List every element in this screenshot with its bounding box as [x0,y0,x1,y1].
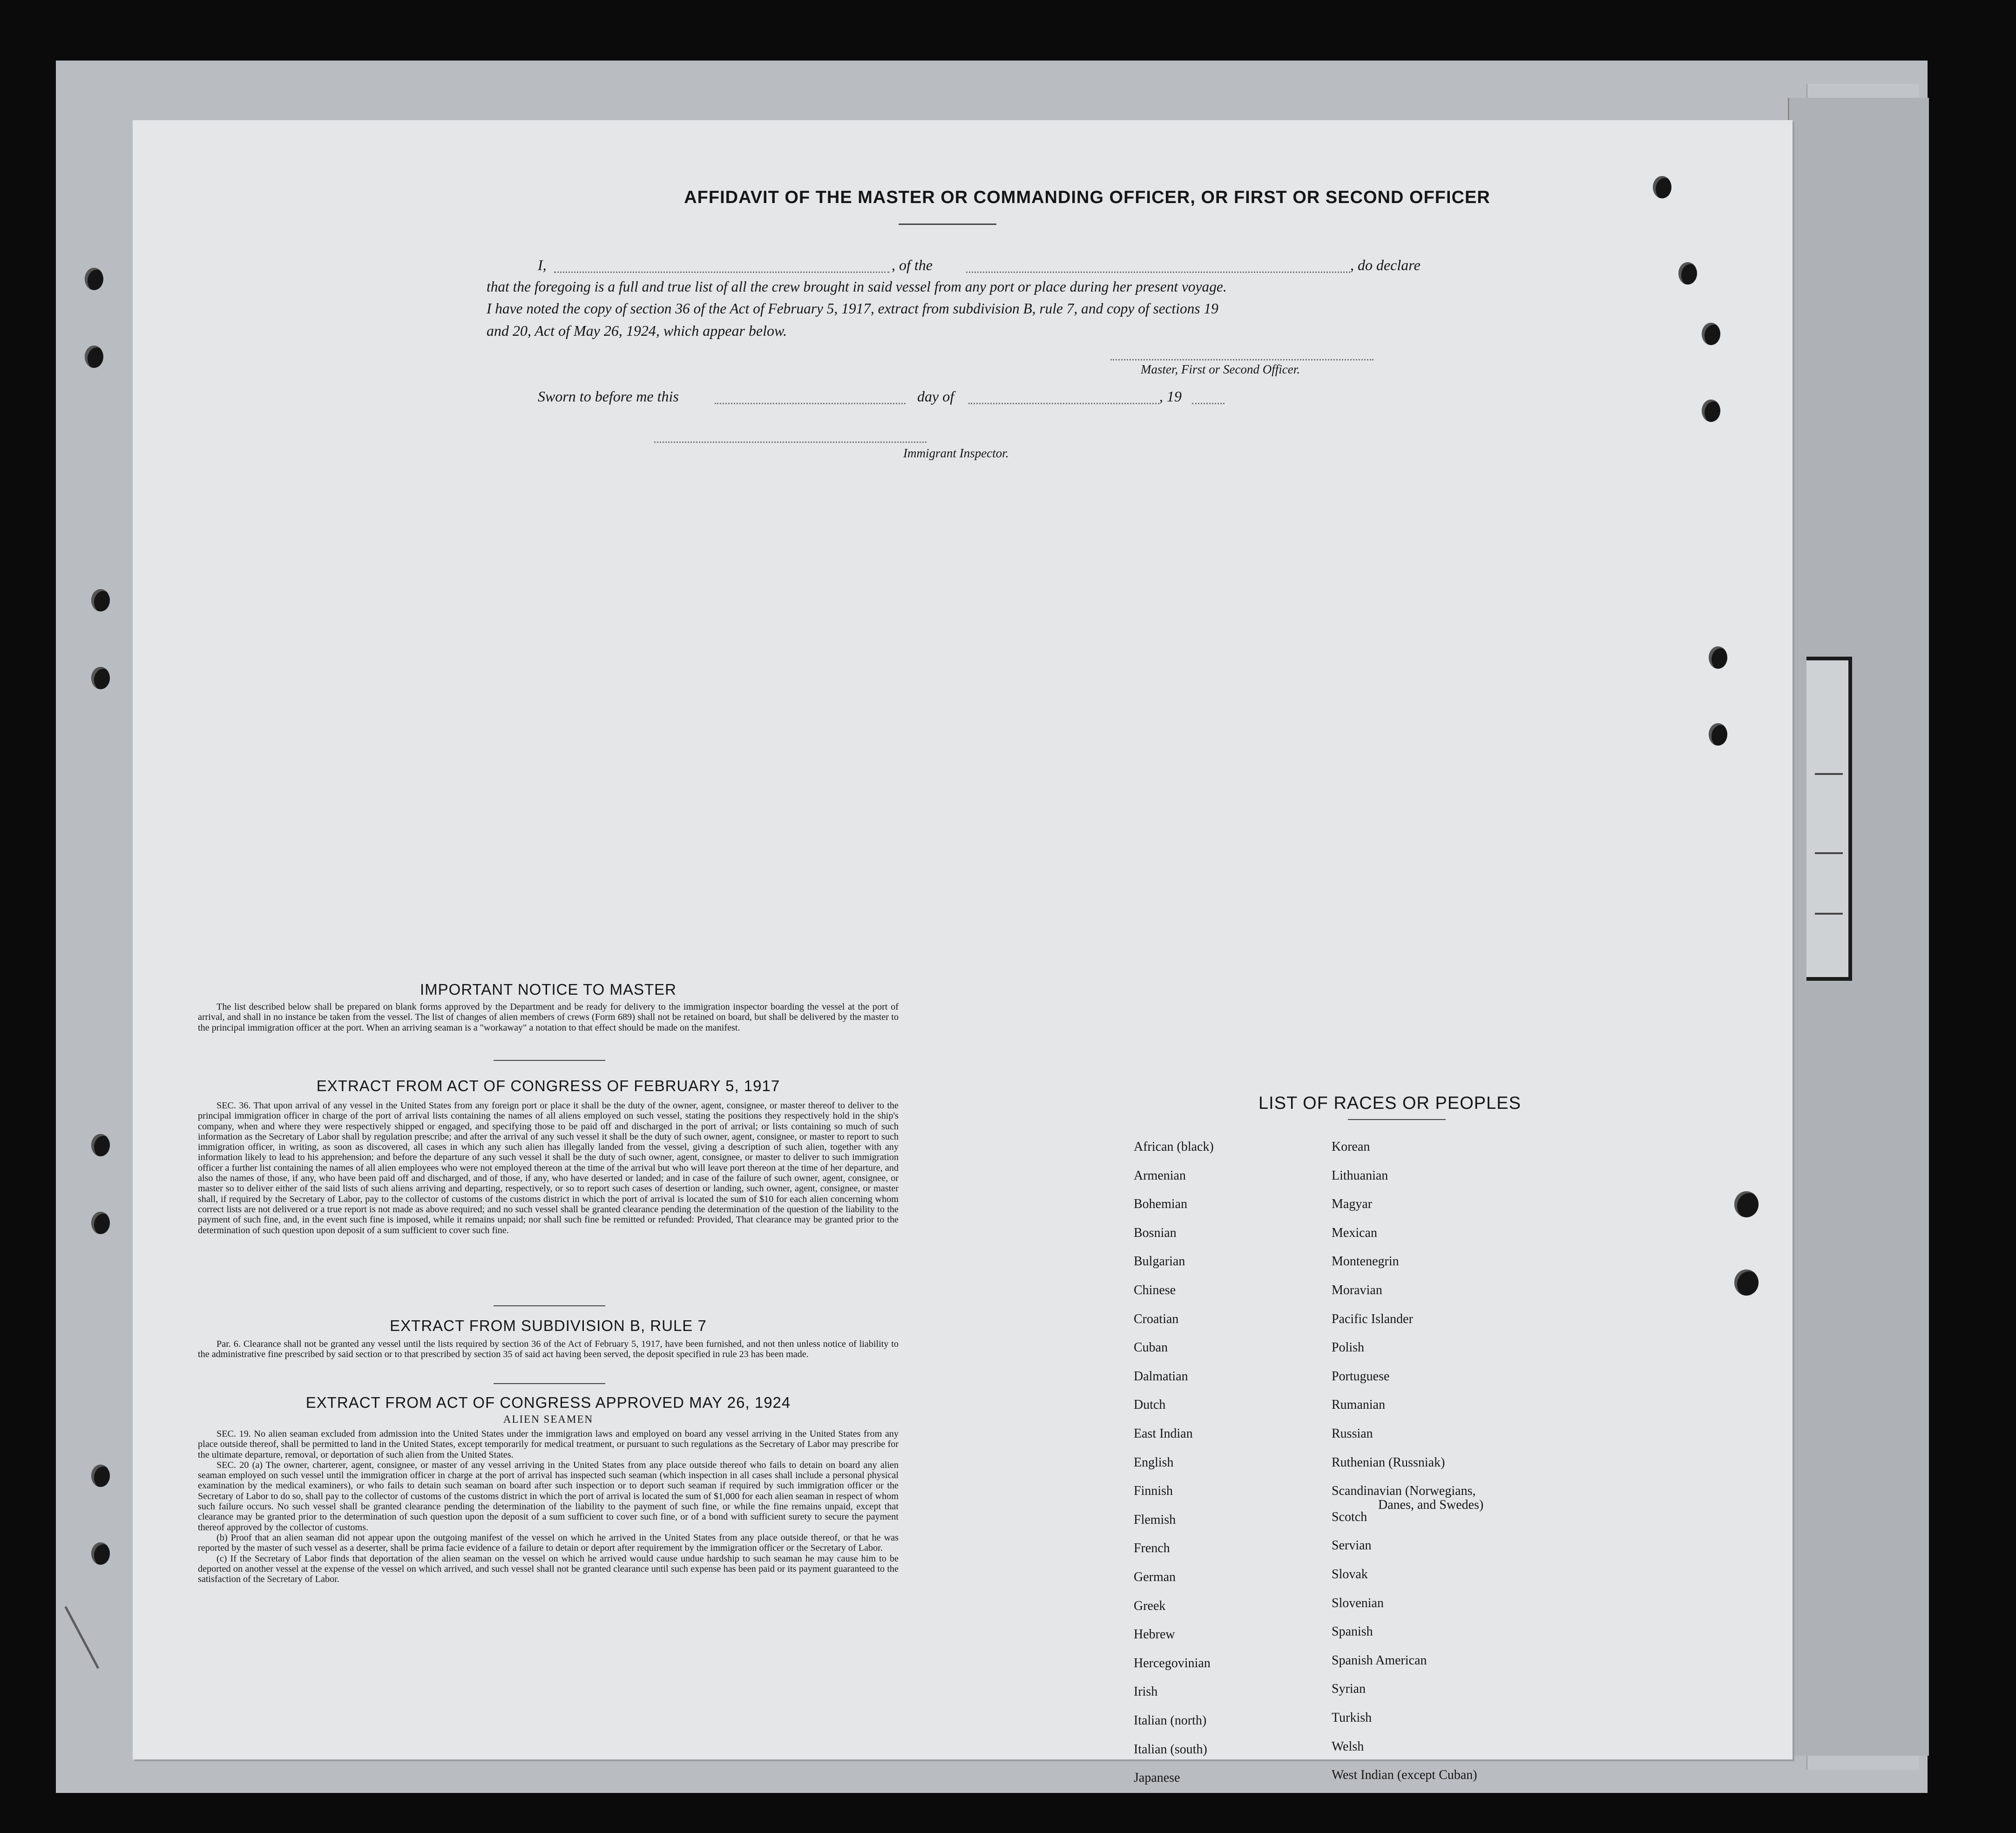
race-item: French [1134,1541,1170,1556]
vessel-line[interactable] [966,272,1350,273]
race-item: Finnish [1134,1484,1173,1499]
race-item: English [1134,1455,1174,1470]
binder-hole [85,268,103,290]
name-line[interactable] [554,272,889,273]
race-item: Slovenian [1332,1595,1384,1610]
race-item: Greek [1134,1598,1166,1613]
notice-text: The list described below shall be prepared on blank forms approved by the Department and be ready for delivery to the immigration inspector boarding the vessel at the port of arrival, and shall in no instance be taken from the vessel. The list of changes of alien members of crews (Form 689) shall not be retained on board, but shall be delivered by the master to the principal immigration officer at the port. When an arriving seaman is a "workaway" a notation to that effect should be made on the manifest. [198,1002,899,1033]
i-label: I, [538,257,547,273]
race-item: Pacific Islander [1332,1311,1413,1326]
binder-hole [85,346,103,368]
race-item: Lithuanian [1332,1168,1388,1183]
punch-hole [1709,646,1727,669]
divider [494,1060,605,1061]
notice-body [198,1002,899,1033]
race-item: Armenian [1134,1168,1186,1183]
divider [494,1383,605,1384]
binder-hole [91,1134,110,1156]
do-declare-label: , do declare [1350,257,1421,273]
binder-hole [91,1212,110,1234]
index-tab [1806,657,1852,981]
tab-line [1815,852,1843,854]
sworn-month-line[interactable] [968,403,1159,404]
binder-hole [91,1465,110,1487]
punch-hole [1709,723,1727,746]
race-item: Servian [1332,1538,1372,1553]
race-item: Ruthenian (Russniak) [1332,1455,1445,1470]
race-item: Montenegrin [1332,1254,1399,1269]
race-item: Mexican [1332,1225,1377,1240]
race-item: Bosnian [1134,1225,1177,1240]
race-item: Irish [1134,1684,1158,1699]
day-of-label: day of [917,388,954,405]
race-item: Moravian [1332,1283,1382,1297]
affidavit-page [133,120,1793,1785]
race-item: Portuguese [1332,1369,1390,1384]
extract-1917-title: EXTRACT FROM ACT OF CONGRESS OF FEBRUARY 5, 1917 [316,1077,780,1094]
extract-1917-body [198,1100,899,1236]
binder-hole [91,589,110,611]
race-item: Dutch [1134,1398,1166,1412]
notice-title: IMPORTANT NOTICE TO MASTER [419,981,677,998]
extract-1924-body [198,1429,899,1584]
sec-20c-text: (c) If the Secretary of Labor finds that deportation of the alien seaman on the vessel on which he arrived would cause undue hardship to such seaman he may cause him to be deported on another vessel at the expense of the vessel on which arrived, and such vessel shall not be granted clearance until such expense has been paid or its payment guaranteed to the satisfaction of the Secretary of Labor. [198,1553,899,1585]
race-item: Japanese [1134,1771,1180,1785]
divider [494,1305,605,1306]
race-item: Hercegovinian [1134,1656,1211,1670]
tab-line [1815,913,1843,915]
affidavit-line-3: I have noted the copy of section 36 of the Act of February 5, 1917, extract from subdivision B, rule 7, and copy of sections 19 [487,300,1218,317]
year-label: , 19 [1159,388,1182,405]
race-item: Welsh [1332,1739,1364,1754]
sec-20b-text: (b) Proof that an alien seaman did not appear upon the outgoing manifest of the vessel on which he arrived in the United States from any place outside thereof, or that he was reported by the master of such vessel as a deserter, shall be prima facie evidence of a failure to detain or deport after requirement by the immigration officer or the Secretary of Labor. [198,1532,899,1554]
par-6-text: Par. 6. Clearance shall not be granted any vessel until the lists required by section 36 of the Act of February 5, 1917, have been furnished, and not then unless notice of liability to the administrative fine prescribed by said section or to that prescribed by section 35 of said act having been served, the deposit specified in rule 23 has been made. [198,1339,899,1360]
race-item: Danes, and Swedes) [1378,1498,1484,1513]
page-title: AFFIDAVIT OF THE MASTER OR COMMANDING OFFICER, OR FIRST OR SECOND OFFICER [684,188,1490,207]
year-line[interactable] [1192,403,1224,404]
binder-hole [91,1542,110,1565]
punch-hole [1734,1270,1759,1296]
punch-hole [1678,262,1697,285]
race-item: Hebrew [1134,1627,1175,1642]
sec-36-text: SEC. 36. That upon arrival of any vessel in the United States from any foreign port or place it shall be the duty of the owner, agent, consignee, or master thereof to deliver to the principal immigration officer in charge of the port of arrival lists containing the names of all aliens employed on such vessel, stating the positions they respectively hold in the ship's company, when and where they were respectively shipped or engaged, and specifying those to be paid off and discharged in the port of arrival; or lists containing so much of such information as the Secretary of Labor shall by regulation prescribe; and after the arrival of any such vessel it shall be the duty of such owner, agent, consignee, or master to report to such immigration officer, in writing, as soon as discovered, all cases in which any such alien has illegally landed from the vessel, giving a description of such alien, together with any information likely to lead to his apprehension; and before the departure of any such vessel it shall be the duty of such owner, agent, consignee, or master to deliver to such immigration officer a further list containing the names of all alien employees who were not employed thereon at the time of the arrival but who will leave port thereon at the time of her departure, and also the names of those, if any, who have been paid off and discharged, and of those, if any, who have deserted or landed; and in case of the failure of such owner, agent, consignee, or master so to deliver either of the said lists of such aliens arriving and departing, respectively, or so to report such cases of desertion or landing, such owner, agent, consignee, or master shall, if required by the Secretary of Labor, pay to the collector of customs of the customs district in which the port of arrival is located the sum of $10 for each alien concerning whom correct lists are not delivered or a true report is not made as above required; and no such vessel shall be granted clearance pending the determination of the question of the liability to the payment of such fine, and, in the event such fine is imposed, while it remains unpaid; nor shall such fine be remitted or refunded: Provided, That clearance may be granted prior to the determination of such question upon deposit of a sum sufficient to cover such fine. [198,1100,899,1236]
title-rule [899,224,996,225]
races-rule [1348,1119,1446,1120]
race-item: East Indian [1134,1426,1193,1441]
sworn-day-line[interactable] [715,403,906,404]
race-item: Rumanian [1332,1398,1386,1412]
tab-line [1815,773,1843,775]
race-item: Russian [1332,1426,1373,1441]
race-item: German [1134,1570,1176,1584]
alien-seamen-subtitle: ALIEN SEAMEN [503,1413,594,1425]
race-item: Spanish American [1332,1653,1427,1668]
affidavit-line-2: that the foregoing is a full and true list of all the crew brought in said vessel from any port or place during her present voyage. [487,278,1227,295]
sec-19-text: SEC. 19. No alien seaman excluded from admission into the United States under the immigration laws and employed on board any vessel arriving in the United States from any place outside thereof, shall be permitted to land in the United States, except temporarily for medical treatment, or pursuant to such regulations as the Secretary of Labor may prescribe for the ultimate departure, removal, or deportation of such alien from the United States. [198,1429,899,1460]
race-item: Syrian [1332,1682,1366,1697]
binder-hole [91,667,110,689]
race-item: Cuban [1134,1340,1168,1355]
inspector-signature-line[interactable] [654,441,927,443]
race-item: Korean [1332,1140,1370,1154]
inspector-caption: Immigrant Inspector. [903,446,1009,460]
master-caption: Master, First or Second Officer. [1141,362,1300,376]
race-item: Chinese [1134,1283,1176,1297]
extract-1924-title: EXTRACT FROM ACT OF CONGRESS APPROVED MAY 26, 1924 [305,1394,791,1411]
race-item: African (black) [1134,1140,1214,1154]
race-item: Scandinavian (Norwegians, [1332,1484,1476,1499]
punch-hole [1702,400,1720,422]
rule-7-body [198,1339,899,1360]
race-item: Bohemian [1134,1197,1188,1212]
race-item: Italian (north) [1134,1713,1207,1728]
punch-hole [1734,1191,1759,1217]
races-title: LIST OF RACES OR PEOPLES [1258,1093,1521,1113]
race-item: Italian (south) [1134,1742,1207,1757]
master-signature-line[interactable] [1110,359,1373,360]
sec-20a-text: SEC. 20 (a) The owner, charterer, agent, consignee, or master of any vessel arriving in the United States from any place outside thereof who fails to detain on board any alien seaman employed on such vessel until the immigration officer in charge at the port of arrival has inspected such seaman (which inspection in all cases shall include a personal physical examination by the medical examiners), or who fails to detain such seaman on board after such inspection or to deport such seaman if required by such immigration officer or the Secretary of Labor to do so, shall pay to the collector of customs of the customs district in which the port of arrival is located the sum of $1,000 for each alien seaman in respect of whom such failure occurs. No such vessel shall be granted clearance pending the determination of the liability to the payment of such fine, or while the fine remains unpaid, except that clearance may be granted prior to the determination of such question upon the deposit of a sum sufficient to cover such fine, or of a bond with sufficient surety to secure the payment thereof approved by the collector of customs. [198,1460,899,1533]
race-item: Spanish [1332,1624,1373,1639]
rule-7-title: EXTRACT FROM SUBDIVISION B, RULE 7 [390,1317,707,1334]
punch-hole [1702,323,1720,345]
race-item: Scotch [1332,1509,1367,1524]
race-item: Magyar [1332,1197,1373,1212]
race-item: Flemish [1134,1512,1176,1527]
race-item: West Indian (except Cuban) [1332,1768,1477,1783]
race-item: Bulgarian [1134,1254,1185,1269]
race-item: Polish [1332,1340,1365,1355]
affidavit-line-4: and 20, Act of May 26, 1924, which appear below. [487,322,787,339]
race-item: Slovak [1332,1567,1368,1582]
race-item: Dalmatian [1134,1369,1188,1384]
race-item: Croatian [1134,1311,1179,1326]
race-item: Turkish [1332,1711,1372,1725]
of-the-label: , of the [892,257,933,273]
sworn-label: Sworn to before me this [538,388,679,405]
